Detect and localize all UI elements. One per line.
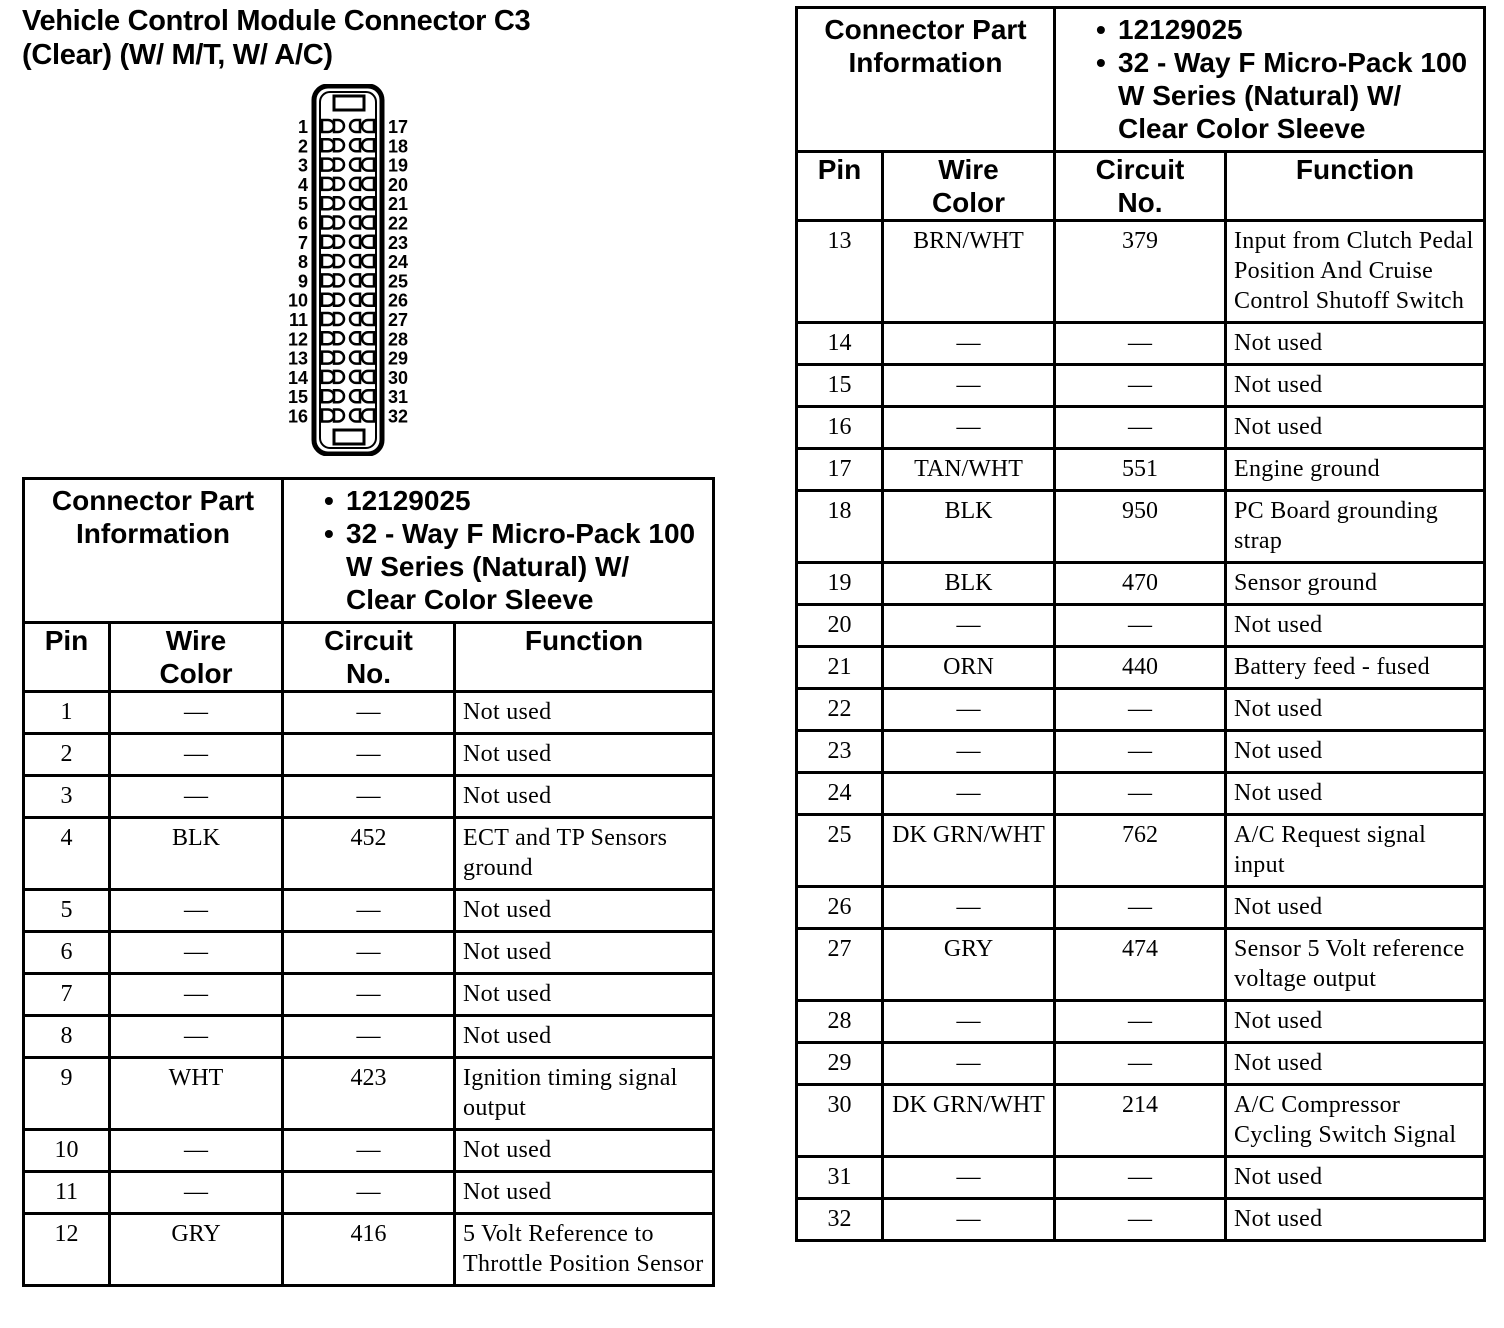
table-row	[797, 929, 1485, 1001]
circuit-cell: 423	[283, 1058, 455, 1130]
wire-color-cell: —	[883, 887, 1055, 929]
wire-color-cell: —	[110, 932, 283, 974]
part-info-row	[797, 8, 1485, 152]
circuit-cell: —	[1055, 1043, 1226, 1085]
pin-cell: 13	[797, 221, 883, 323]
circuit-cell: —	[1055, 605, 1226, 647]
circuit-cell: 474	[1055, 929, 1226, 1001]
function-cell: Not used	[1226, 731, 1485, 773]
table-row	[797, 773, 1485, 815]
pin-cavity	[334, 139, 344, 151]
pin-cavity	[362, 294, 374, 306]
wire-color-cell: —	[110, 734, 283, 776]
wire-color-cell: —	[110, 776, 283, 818]
pin-number-label: 23	[388, 232, 409, 253]
pin-number-label: 26	[388, 290, 409, 311]
pin-cavity	[334, 410, 344, 422]
circuit-cell: —	[1055, 887, 1226, 929]
function-cell: ECT and TP Sensors ground	[455, 818, 714, 890]
part-info-value	[283, 479, 714, 623]
circuit-cell: —	[283, 1130, 455, 1172]
circuit-cell: —	[283, 734, 455, 776]
table-row	[24, 818, 714, 890]
part-info-item: • 12129025	[1096, 13, 1477, 46]
table-row	[797, 1085, 1485, 1157]
pin-cell: 18	[797, 491, 883, 563]
circuit-cell: 440	[1055, 647, 1226, 689]
table-row	[797, 1043, 1485, 1085]
pin-number-label: 25	[388, 271, 409, 292]
function-cell: Not used	[1226, 407, 1485, 449]
pin-cavity	[322, 217, 334, 229]
pin-cell: 11	[24, 1172, 110, 1214]
pin-cavity	[362, 274, 374, 286]
pin-cavity	[322, 236, 334, 248]
pin-number-label: 13	[287, 348, 308, 369]
pin-cavity	[362, 332, 374, 344]
pin-cavity	[334, 390, 344, 402]
page-title	[22, 4, 530, 72]
circuit-cell: —	[283, 692, 455, 734]
circuit-cell: —	[1055, 365, 1226, 407]
pin-cavity	[334, 120, 344, 132]
pin-cell: 27	[797, 929, 883, 1001]
table-row	[24, 974, 714, 1016]
pin-number-label: 31	[388, 387, 409, 408]
pin-cavity	[362, 410, 374, 422]
column-header-row	[24, 623, 714, 692]
column-header-wire-color: Wire Color	[110, 623, 283, 692]
pin-number-label: 9	[297, 271, 308, 292]
wire-color-cell: —	[883, 1157, 1055, 1199]
function-cell: Sensor ground	[1226, 563, 1485, 605]
pin-number-label: 30	[388, 367, 409, 388]
pin-cavity	[322, 390, 334, 402]
pin-cell: 17	[797, 449, 883, 491]
table-row	[797, 407, 1485, 449]
wire-color-cell: —	[883, 365, 1055, 407]
part-info-item: • 32 - Way F Micro-Pack 100 W Series (Natural) W/ Clear Color Sleeve	[324, 517, 706, 616]
function-cell: Not used	[1226, 1157, 1485, 1199]
table-row	[797, 563, 1485, 605]
circuit-cell: —	[1055, 1199, 1226, 1241]
wire-color-cell: BLK	[110, 818, 283, 890]
circuit-cell: 762	[1055, 815, 1226, 887]
wire-color-cell: —	[110, 1130, 283, 1172]
column-header-function: Function	[1226, 152, 1485, 221]
pin-number-label: 3	[297, 155, 308, 176]
table-row	[797, 1199, 1485, 1241]
table-row	[797, 647, 1485, 689]
part-info-item: • 32 - Way F Micro-Pack 100 W Series (Natural) W/ Clear Color Sleeve	[1096, 46, 1477, 145]
function-cell: Not used	[455, 692, 714, 734]
circuit-cell: —	[1055, 407, 1226, 449]
pin-cell: 1	[24, 692, 110, 734]
pin-cavity	[350, 352, 360, 364]
title-line-2: (Clear) (W/ M/T, W/ A/C)	[22, 39, 333, 71]
table-row	[797, 887, 1485, 929]
pin-cavity	[350, 332, 360, 344]
pin-number-label: 8	[297, 252, 308, 273]
pin-cell: 28	[797, 1001, 883, 1043]
pin-cavity	[322, 410, 334, 422]
pin-cavity	[322, 159, 334, 171]
part-info-item: • 12129025	[324, 484, 706, 517]
circuit-cell: —	[1055, 773, 1226, 815]
pin-cavity	[362, 255, 374, 267]
pin-cavity	[350, 313, 360, 325]
pin-cavity	[350, 178, 360, 190]
function-cell: Not used	[1226, 605, 1485, 647]
part-info-row	[24, 479, 714, 623]
pin-cavity	[334, 236, 344, 248]
table-row	[24, 776, 714, 818]
circuit-cell: —	[283, 890, 455, 932]
pin-cell: 24	[797, 773, 883, 815]
table-row	[24, 1058, 714, 1130]
pin-cavity	[362, 352, 374, 364]
circuit-cell: 470	[1055, 563, 1226, 605]
table-row	[24, 1016, 714, 1058]
wire-color-cell: —	[110, 890, 283, 932]
wire-color-cell: WHT	[110, 1058, 283, 1130]
pinout-table-left	[22, 477, 715, 1287]
pin-cavity	[362, 197, 374, 209]
function-cell: 5 Volt Reference to Throttle Position Sensor	[455, 1214, 714, 1286]
pin-number-label: 10	[287, 290, 308, 311]
pin-cavity	[334, 274, 344, 286]
pin-cavity	[322, 274, 334, 286]
pin-number-label: 2	[297, 136, 308, 157]
pin-cell: 31	[797, 1157, 883, 1199]
pin-cavity	[334, 255, 344, 267]
circuit-cell: —	[283, 776, 455, 818]
pin-cavity	[350, 197, 360, 209]
pin-cavity	[362, 139, 374, 151]
table-row	[24, 932, 714, 974]
pin-number-label: 18	[388, 136, 409, 157]
wire-color-cell: GRY	[883, 929, 1055, 1001]
pin-number-label: 21	[388, 194, 409, 215]
function-cell: Not used	[455, 932, 714, 974]
wire-color-cell: DK GRN/WHT	[883, 1085, 1055, 1157]
pin-cell: 2	[24, 734, 110, 776]
pin-cell: 15	[797, 365, 883, 407]
wire-color-cell: BRN/WHT	[883, 221, 1055, 323]
table-row	[24, 692, 714, 734]
function-cell: Not used	[1226, 773, 1485, 815]
wire-color-cell: TAN/WHT	[883, 449, 1055, 491]
table-row	[24, 890, 714, 932]
pin-cavity	[350, 159, 360, 171]
pin-cavity	[334, 352, 344, 364]
table-row	[797, 221, 1485, 323]
circuit-cell: 214	[1055, 1085, 1226, 1157]
wire-color-cell: —	[110, 692, 283, 734]
function-cell: Not used	[1226, 887, 1485, 929]
pin-cavity	[334, 197, 344, 209]
pin-number-label: 19	[388, 155, 409, 176]
pin-cavity	[334, 217, 344, 229]
pin-cavity	[334, 332, 344, 344]
pin-cavity	[362, 178, 374, 190]
table-row	[797, 1157, 1485, 1199]
pin-cell: 7	[24, 974, 110, 1016]
pin-cavity	[322, 294, 334, 306]
circuit-cell: 551	[1055, 449, 1226, 491]
table-row	[24, 1130, 714, 1172]
function-cell: Input from Clutch Pedal Position And Cruise Control Shutoff Switch	[1226, 221, 1485, 323]
function-cell: Not used	[455, 734, 714, 776]
pin-number-label: 22	[388, 213, 409, 234]
column-header-pin: Pin	[24, 623, 110, 692]
pin-cavity	[322, 371, 334, 383]
function-cell: Sensor 5 Volt reference voltage output	[1226, 929, 1485, 1001]
function-cell: Battery feed - fused	[1226, 647, 1485, 689]
part-info-value	[1055, 8, 1485, 152]
pin-number-label: 7	[297, 232, 308, 253]
pin-cell: 12	[24, 1214, 110, 1286]
circuit-cell: —	[283, 1016, 455, 1058]
function-cell: Ignition timing signal output	[455, 1058, 714, 1130]
circuit-cell: —	[283, 1172, 455, 1214]
pin-cavity	[362, 390, 374, 402]
pin-cavity	[362, 217, 374, 229]
pin-cell: 22	[797, 689, 883, 731]
wire-color-cell: —	[883, 605, 1055, 647]
pin-cavity	[362, 313, 374, 325]
column-header-circuit: Circuit No.	[1055, 152, 1226, 221]
table-row	[797, 449, 1485, 491]
table-row	[797, 365, 1485, 407]
pin-number-label: 1	[297, 117, 308, 137]
function-cell: Engine ground	[1226, 449, 1485, 491]
pin-number-label: 29	[388, 348, 409, 369]
pin-cell: 21	[797, 647, 883, 689]
wire-color-cell: BLK	[883, 563, 1055, 605]
pin-number-label: 11	[288, 310, 308, 330]
pin-cell: 3	[24, 776, 110, 818]
pin-cell: 14	[797, 323, 883, 365]
table-row	[797, 605, 1485, 647]
wire-color-cell: —	[883, 323, 1055, 365]
pin-cavity	[322, 255, 334, 267]
column-header-function: Function	[455, 623, 714, 692]
pin-cavity	[322, 178, 334, 190]
function-cell: Not used	[455, 1172, 714, 1214]
pinout-table-right	[795, 6, 1486, 1242]
pin-cavity	[350, 390, 360, 402]
function-cell: Not used	[1226, 365, 1485, 407]
pin-cavity	[322, 313, 334, 325]
pin-number-label: 32	[388, 406, 409, 427]
circuit-cell: —	[283, 974, 455, 1016]
pin-number-label: 15	[287, 387, 308, 408]
circuit-cell: 950	[1055, 491, 1226, 563]
pin-cavity	[350, 294, 360, 306]
pin-number-label: 20	[388, 174, 409, 195]
pin-cavity	[322, 120, 334, 132]
pin-cell: 5	[24, 890, 110, 932]
wire-color-cell: DK GRN/WHT	[883, 815, 1055, 887]
pin-cavity	[362, 371, 374, 383]
pin-number-label: 5	[297, 194, 308, 215]
pin-cavity	[334, 371, 344, 383]
wire-color-cell: —	[110, 1172, 283, 1214]
pin-cavity	[350, 139, 360, 151]
function-cell: Not used	[455, 1130, 714, 1172]
pin-cell: 16	[797, 407, 883, 449]
wire-color-cell: —	[110, 1016, 283, 1058]
circuit-cell: —	[283, 932, 455, 974]
function-cell: PC Board grounding strap	[1226, 491, 1485, 563]
pin-cell: 19	[797, 563, 883, 605]
table-row	[797, 1001, 1485, 1043]
function-cell: Not used	[1226, 323, 1485, 365]
circuit-cell: —	[1055, 689, 1226, 731]
pin-cell: 23	[797, 731, 883, 773]
pin-cell: 10	[24, 1130, 110, 1172]
wire-color-cell: —	[883, 1199, 1055, 1241]
pin-cell: 32	[797, 1199, 883, 1241]
pin-cavity	[322, 352, 334, 364]
wire-color-cell: BLK	[883, 491, 1055, 563]
pin-cavity	[334, 313, 344, 325]
pin-cavity	[322, 139, 334, 151]
pin-number-label: 4	[297, 174, 308, 195]
pin-number-label: 6	[297, 213, 308, 234]
pin-cavity	[350, 120, 360, 132]
pin-cell: 8	[24, 1016, 110, 1058]
table-row	[797, 689, 1485, 731]
pin-cell: 26	[797, 887, 883, 929]
wire-color-cell: —	[110, 974, 283, 1016]
function-cell: Not used	[455, 974, 714, 1016]
pin-cavity	[322, 332, 334, 344]
wire-color-cell: —	[883, 1001, 1055, 1043]
table-row	[24, 1214, 714, 1286]
pin-cavity	[350, 255, 360, 267]
function-cell: Not used	[455, 1016, 714, 1058]
wire-color-cell: ORN	[883, 647, 1055, 689]
column-header-circuit: Circuit No.	[283, 623, 455, 692]
circuit-cell: —	[1055, 731, 1226, 773]
pin-cavity	[362, 159, 374, 171]
circuit-cell: —	[1055, 1157, 1226, 1199]
pin-cavity	[350, 371, 360, 383]
table-row	[797, 491, 1485, 563]
pin-cell: 29	[797, 1043, 883, 1085]
function-cell: Not used	[455, 890, 714, 932]
circuit-cell: 416	[283, 1214, 455, 1286]
pin-cavity	[334, 294, 344, 306]
table-row	[797, 323, 1485, 365]
function-cell: Not used	[1226, 689, 1485, 731]
function-cell: A/C Compressor Cycling Switch Signal	[1226, 1085, 1485, 1157]
circuit-cell: 452	[283, 818, 455, 890]
pin-cavity	[362, 236, 374, 248]
connector-latch-top	[334, 96, 364, 110]
pin-cell: 20	[797, 605, 883, 647]
pin-number-label: 24	[388, 252, 409, 273]
pin-cavity	[350, 236, 360, 248]
pin-number-label: 17	[388, 117, 409, 137]
table-row	[797, 815, 1485, 887]
circuit-cell: —	[1055, 1001, 1226, 1043]
wire-color-cell: —	[883, 407, 1055, 449]
pin-cell: 30	[797, 1085, 883, 1157]
part-info-label: Connector Part Information	[797, 8, 1055, 152]
pin-number-label: 14	[287, 367, 308, 388]
table-row	[24, 734, 714, 776]
pin-cavity	[350, 410, 360, 422]
function-cell: A/C Request signal input	[1226, 815, 1485, 887]
part-info-label: Connector Part Information	[24, 479, 283, 623]
wire-color-cell: —	[883, 689, 1055, 731]
circuit-cell: 379	[1055, 221, 1226, 323]
pin-number-label: 27	[388, 310, 409, 330]
column-header-wire-color: Wire Color	[883, 152, 1055, 221]
title-line-1: Vehicle Control Module Connector C3	[22, 5, 531, 37]
table-row	[797, 731, 1485, 773]
pin-cavity	[334, 178, 344, 190]
pin-number-label: 16	[287, 406, 308, 427]
pin-number-label: 28	[388, 329, 409, 350]
function-cell: Not used	[1226, 1043, 1485, 1085]
connector-diagram	[278, 84, 428, 456]
circuit-cell: —	[1055, 323, 1226, 365]
pin-cavity	[350, 217, 360, 229]
pin-cavity	[362, 120, 374, 132]
pin-number-label: 12	[287, 329, 308, 350]
pin-cavity	[322, 197, 334, 209]
column-header-pin: Pin	[797, 152, 883, 221]
pin-cell: 9	[24, 1058, 110, 1130]
pin-cavity	[350, 274, 360, 286]
pin-cavity	[334, 159, 344, 171]
wire-color-cell: —	[883, 731, 1055, 773]
function-cell: Not used	[455, 776, 714, 818]
pin-cell: 6	[24, 932, 110, 974]
column-header-row	[797, 152, 1485, 221]
wire-color-cell: —	[883, 773, 1055, 815]
function-cell: Not used	[1226, 1199, 1485, 1241]
function-cell: Not used	[1226, 1001, 1485, 1043]
wire-color-cell: GRY	[110, 1214, 283, 1286]
pin-cell: 4	[24, 818, 110, 890]
pin-cell: 25	[797, 815, 883, 887]
wire-color-cell: —	[883, 1043, 1055, 1085]
table-row	[24, 1172, 714, 1214]
connector-latch-bottom	[334, 430, 364, 444]
